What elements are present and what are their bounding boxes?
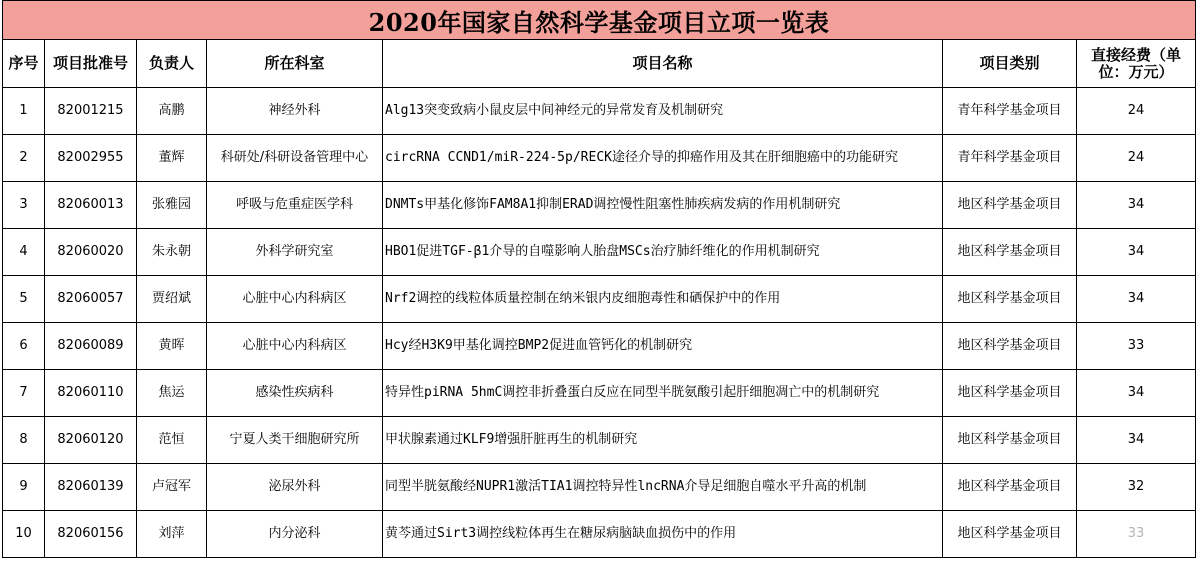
cell-department: 宁夏人类干细胞研究所 xyxy=(207,417,383,464)
cell-approval-number: 82001215 xyxy=(45,88,137,135)
cell-category: 地区科学基金项目 xyxy=(943,417,1077,464)
cell-approval-number: 82060020 xyxy=(45,229,137,276)
cell-funding: 24 xyxy=(1077,88,1196,135)
cell-funding: 33 xyxy=(1077,511,1196,558)
cell-project-name: Nrf2调控的线粒体质量控制在纳米银内皮细胞毒性和硒保护中的作用 xyxy=(383,276,943,323)
header-funding: 直接经费（单位：万元） xyxy=(1077,40,1196,88)
cell-no: 4 xyxy=(3,229,45,276)
cell-leader: 高鹏 xyxy=(137,88,207,135)
cell-approval-number: 82060057 xyxy=(45,276,137,323)
cell-funding: 34 xyxy=(1077,370,1196,417)
cell-category: 青年科学基金项目 xyxy=(943,135,1077,182)
table-row xyxy=(3,88,1196,135)
cell-project-name: circRNA CCND1/miR-224-5p/RECK途径介导的抑癌作用及其在肝细胞癌中的功能研究 xyxy=(383,135,943,182)
header-project-name: 项目名称 xyxy=(383,40,943,88)
cell-category: 地区科学基金项目 xyxy=(943,323,1077,370)
cell-project-name: 黄芩通过Sirt3调控线粒体再生在糖尿病脑缺血损伤中的作用 xyxy=(383,511,943,558)
cell-department: 神经外科 xyxy=(207,88,383,135)
cell-approval-number: 82002955 xyxy=(45,135,137,182)
table-row xyxy=(3,323,1196,370)
header-department: 所在科室 xyxy=(207,40,383,88)
cell-category: 地区科学基金项目 xyxy=(943,464,1077,511)
table-row xyxy=(3,229,1196,276)
cell-department: 心脏中心内科病区 xyxy=(207,276,383,323)
table-title: 2020年国家自然科学基金项目立项一览表 xyxy=(3,1,1196,40)
header-category: 项目类别 xyxy=(943,40,1077,88)
cell-approval-number: 82060013 xyxy=(45,182,137,229)
table-row xyxy=(3,135,1196,182)
cell-project-name: Alg13突变致病小鼠皮层中间神经元的异常发育及机制研究 xyxy=(383,88,943,135)
cell-no: 1 xyxy=(3,88,45,135)
header-row xyxy=(3,40,1196,88)
table-row xyxy=(3,182,1196,229)
cell-leader: 张雅园 xyxy=(137,182,207,229)
cell-funding: 34 xyxy=(1077,182,1196,229)
title-row xyxy=(3,1,1196,40)
header-leader: 负责人 xyxy=(137,40,207,88)
cell-no: 8 xyxy=(3,417,45,464)
cell-no: 2 xyxy=(3,135,45,182)
cell-department: 呼吸与危重症医学科 xyxy=(207,182,383,229)
cell-approval-number: 82060120 xyxy=(45,417,137,464)
cell-category: 地区科学基金项目 xyxy=(943,511,1077,558)
cell-approval-number: 82060156 xyxy=(45,511,137,558)
cell-funding: 33 xyxy=(1077,323,1196,370)
cell-category: 地区科学基金项目 xyxy=(943,229,1077,276)
cell-approval-number: 82060139 xyxy=(45,464,137,511)
cell-department: 感染性疾病科 xyxy=(207,370,383,417)
cell-leader: 黄晖 xyxy=(137,323,207,370)
cell-leader: 范恒 xyxy=(137,417,207,464)
cell-project-name: HBO1促进TGF-β1介导的自噬影响人胎盘MSCs治疗肺纤维化的作用机制研究 xyxy=(383,229,943,276)
cell-category: 青年科学基金项目 xyxy=(943,88,1077,135)
cell-approval-number: 82060089 xyxy=(45,323,137,370)
cell-leader: 董辉 xyxy=(137,135,207,182)
cell-project-name: 特异性piRNA 5hmC调控非折叠蛋白反应在同型半胱氨酸引起肝细胞凋亡中的机制研究 xyxy=(383,370,943,417)
cell-department: 泌尿外科 xyxy=(207,464,383,511)
cell-project-name: Hcy经H3K9甲基化调控BMP2促进血管钙化的机制研究 xyxy=(383,323,943,370)
cell-no: 6 xyxy=(3,323,45,370)
cell-no: 5 xyxy=(3,276,45,323)
cell-funding: 34 xyxy=(1077,417,1196,464)
table-row xyxy=(3,464,1196,511)
cell-no: 10 xyxy=(3,511,45,558)
table-row xyxy=(3,417,1196,464)
cell-no: 7 xyxy=(3,370,45,417)
cell-category: 地区科学基金项目 xyxy=(943,276,1077,323)
cell-funding: 32 xyxy=(1077,464,1196,511)
cell-project-name: 甲状腺素通过KLF9增强肝脏再生的机制研究 xyxy=(383,417,943,464)
header-no: 序号 xyxy=(3,40,45,88)
project-table xyxy=(2,0,1196,558)
cell-leader: 刘萍 xyxy=(137,511,207,558)
cell-leader: 卢冠军 xyxy=(137,464,207,511)
cell-leader: 朱永朝 xyxy=(137,229,207,276)
cell-no: 3 xyxy=(3,182,45,229)
cell-department: 外科学研究室 xyxy=(207,229,383,276)
cell-department: 心脏中心内科病区 xyxy=(207,323,383,370)
cell-leader: 贾绍斌 xyxy=(137,276,207,323)
table-row xyxy=(3,511,1196,558)
cell-category: 地区科学基金项目 xyxy=(943,182,1077,229)
cell-project-name: DNMTs甲基化修饰FAM8A1抑制ERAD调控慢性阻塞性肺疾病发病的作用机制研究 xyxy=(383,182,943,229)
table-row xyxy=(3,370,1196,417)
cell-funding: 34 xyxy=(1077,229,1196,276)
cell-category: 地区科学基金项目 xyxy=(943,370,1077,417)
cell-leader: 焦运 xyxy=(137,370,207,417)
cell-funding: 24 xyxy=(1077,135,1196,182)
cell-no: 9 xyxy=(3,464,45,511)
cell-department: 内分泌科 xyxy=(207,511,383,558)
header-approval-number: 项目批准号 xyxy=(45,40,137,88)
cell-funding: 34 xyxy=(1077,276,1196,323)
cell-department: 科研处/科研设备管理中心 xyxy=(207,135,383,182)
table-row xyxy=(3,276,1196,323)
cell-project-name: 同型半胱氨酸经NUPR1激活TIA1调控特异性lncRNA介导足细胞自噬水平升高的机制 xyxy=(383,464,943,511)
cell-approval-number: 82060110 xyxy=(45,370,137,417)
